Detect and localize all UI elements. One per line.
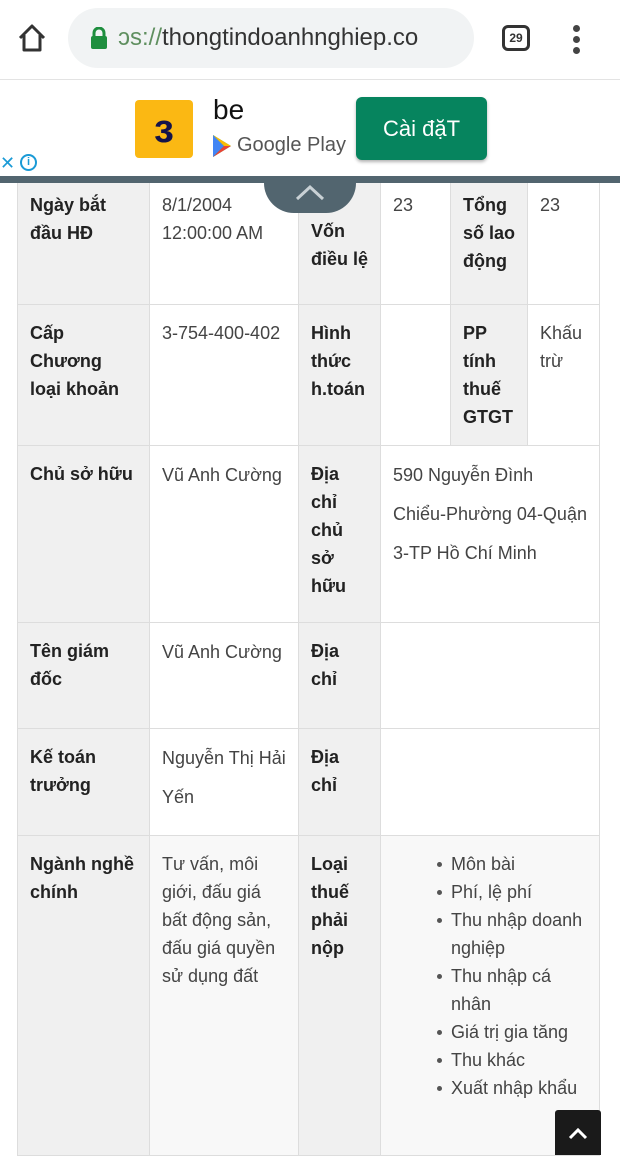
list-item: Thu nhập doanh nghiệp — [451, 906, 587, 962]
list-item: Thu khác — [451, 1046, 587, 1074]
value-chief-accountant: Nguyễn Thị Hải Yến — [150, 729, 299, 836]
url-domain: thongtindoanhnghiep.co — [162, 24, 419, 51]
lock-icon — [90, 27, 108, 49]
value-main-business[interactable]: Tư vấn, môi giới, đấu giá bất động sản, đấu giá quyền sử dụng đất — [150, 836, 299, 1156]
chevron-up-icon — [293, 183, 327, 203]
table-row — [18, 623, 600, 729]
label-chief-accountant: Kế toán trưởng — [18, 729, 150, 836]
value-owner: Vũ Anh Cường — [150, 446, 299, 623]
value-employees: 23 — [528, 177, 600, 305]
app-name[interactable]: be — [213, 94, 245, 125]
list-item: Phí, lệ phí — [451, 878, 587, 906]
label-employees: Tổng số lao động — [451, 177, 528, 305]
label-main-business: Ngành nghề chính — [18, 836, 150, 1156]
list-item: Giá trị gia tăng — [451, 1018, 587, 1046]
value-vat-method: Khấu trừ — [528, 305, 600, 446]
company-info-table — [17, 176, 600, 1156]
ad-banner — [0, 80, 620, 183]
chevron-up-icon — [567, 1126, 589, 1140]
label-tax-types: Loại thuế phải nộp — [299, 836, 381, 1156]
install-button[interactable]: Cài đặT — [356, 97, 487, 160]
label-owner-address: Địa chỉ chủ sở hữu — [299, 446, 381, 623]
scroll-to-top-button[interactable] — [555, 1110, 601, 1155]
label-accountant-address: Địa chỉ — [299, 729, 381, 836]
address-bar[interactable] — [68, 8, 474, 68]
app-icon[interactable]: ɜ — [135, 100, 193, 158]
tab-switcher-button[interactable]: 29 — [502, 25, 530, 51]
value-accounting-form — [381, 305, 451, 446]
list-item: Môn bài — [451, 850, 587, 878]
info-icon[interactable]: i — [20, 154, 37, 171]
table-row — [18, 836, 600, 1156]
table-row — [18, 729, 600, 836]
label-accounting-form: Hình thức h.toán — [299, 305, 381, 446]
value-accountant-address — [381, 729, 600, 836]
value-start-date: 8/1/2004 12:00:00 AM — [150, 177, 299, 305]
table-row — [18, 446, 600, 623]
more-menu-icon[interactable] — [566, 22, 586, 56]
value-charter-capital: 23 — [381, 177, 451, 305]
browser-toolbar — [0, 0, 620, 80]
label-owner: Chủ sở hữu — [18, 446, 150, 623]
google-play-badge — [213, 134, 346, 157]
tax-list — [393, 850, 587, 1102]
value-director: Vũ Anh Cường — [150, 623, 299, 729]
label-start-date: Ngày bắt đầu HĐ — [18, 177, 150, 305]
label-vat-method: PP tính thuế GTGT — [451, 305, 528, 446]
store-name: Google Play — [237, 134, 346, 156]
google-play-icon — [213, 135, 231, 157]
value-tax-types — [381, 836, 600, 1156]
home-icon[interactable] — [16, 22, 48, 54]
table-row — [18, 305, 600, 446]
value-owner-address: 590 Nguyễn Đình Chiểu-Phường 04-Quận 3-TP Hồ Chí Minh — [381, 446, 600, 623]
value-budget-code: 3-754-400-402 — [150, 305, 299, 446]
label-director: Tên giám đốc — [18, 623, 150, 729]
close-icon[interactable]: ✕ — [0, 153, 16, 173]
label-charter-capital: Vốn điều lệ — [299, 177, 381, 305]
url-scheme: ɔs:// — [118, 24, 163, 51]
list-item: Thu nhập cá nhân — [451, 962, 587, 1018]
label-budget-code: Cấp Chương loại khoản — [18, 305, 150, 446]
list-item: Xuất nhập khẩu — [451, 1074, 587, 1102]
value-director-address — [381, 623, 600, 729]
label-director-address: Địa chỉ — [299, 623, 381, 729]
